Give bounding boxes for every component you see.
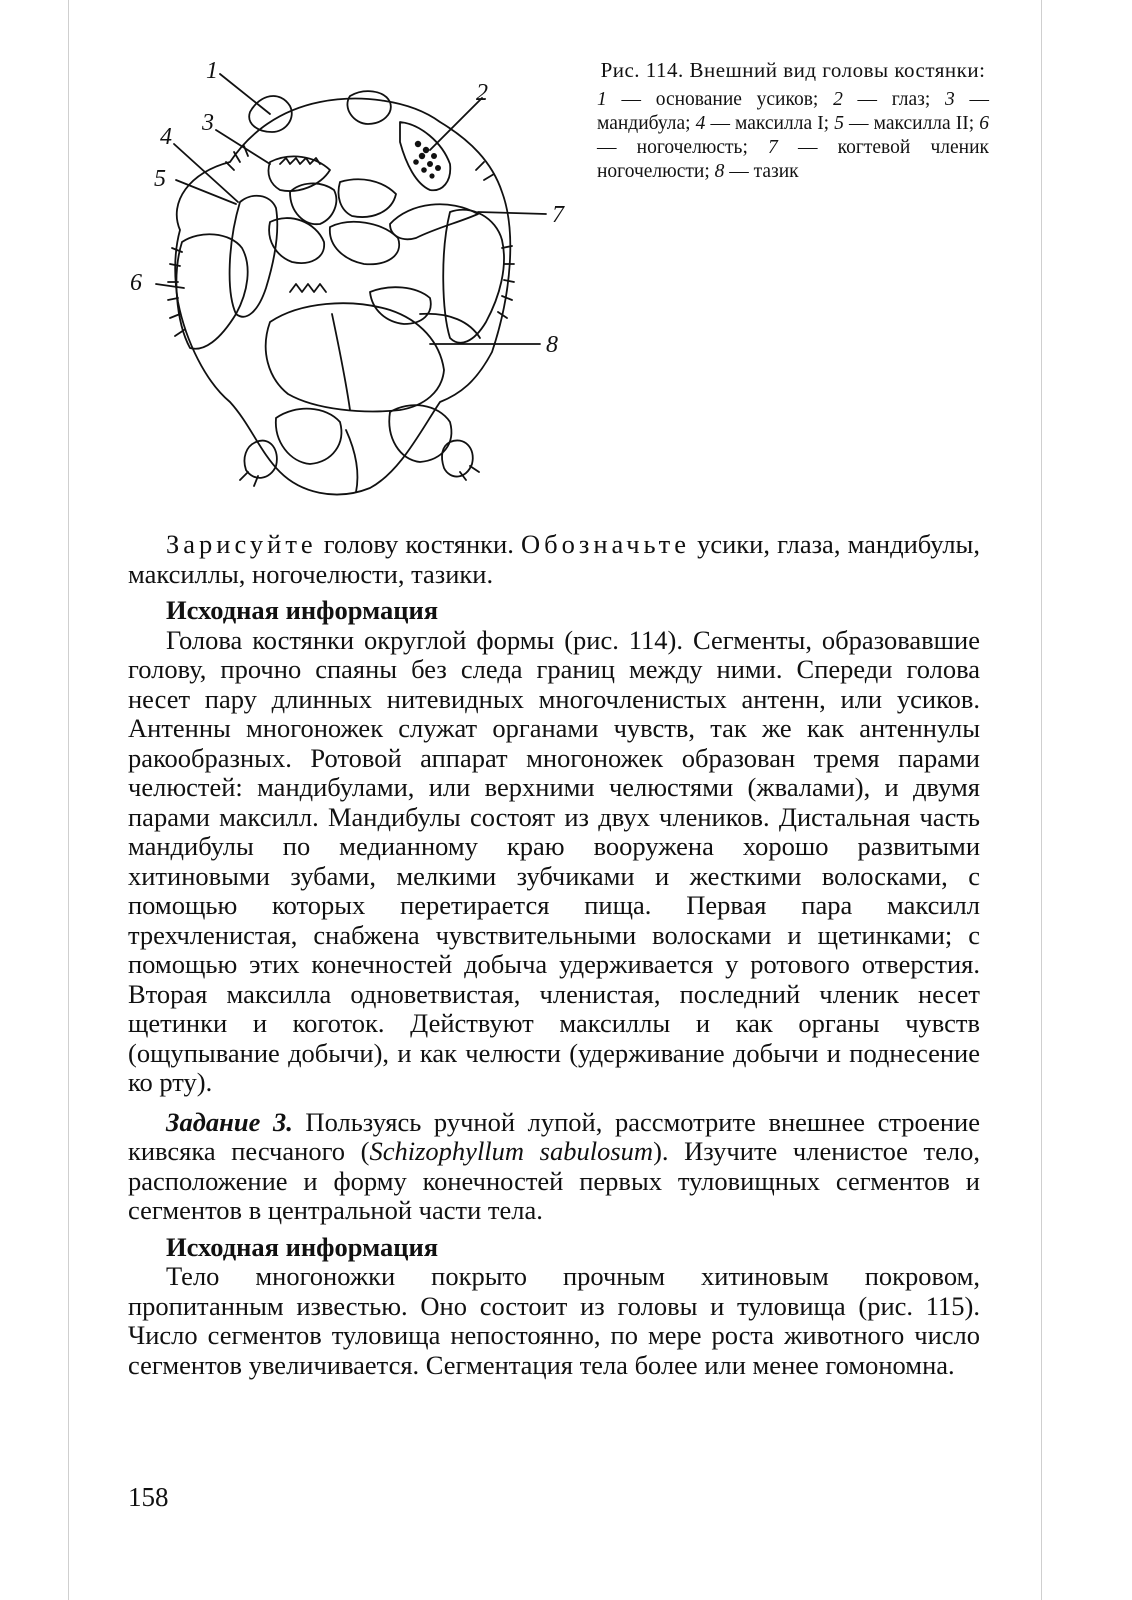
leader-1 — [220, 74, 270, 114]
leader-7 — [478, 212, 546, 214]
figure-114-head-drawing — [120, 52, 580, 502]
legend-text: — мандибула; — [597, 89, 990, 134]
legend-text: — тазик — [724, 161, 799, 182]
task-label: Задание 3. — [166, 1106, 293, 1137]
instruction-verb: Обозначьте — [520, 529, 690, 559]
legend-number: 4 — [695, 113, 706, 134]
figure-caption — [597, 58, 989, 184]
legend-number: 7 — [768, 137, 778, 158]
legend-text: — максилла I; — [705, 113, 835, 134]
legend-text: — когтевой членик ногочелюсти; — [597, 137, 989, 182]
instruction-text: усики, глаза, мандибулы, максиллы, ногочелюсти, тазики. — [128, 529, 980, 589]
figure-label: 3 — [202, 110, 214, 136]
instruction-text: голову костянки. — [316, 529, 521, 559]
main-text — [128, 530, 980, 1380]
page-number: 158 — [128, 1482, 169, 1512]
task-text: ). Изучите членистое тело, расположение и форму конечностей первых туловищных сегментов и сегментов в центральной части тела. — [128, 1136, 980, 1225]
caption-title: Рис. 114. Внешний вид головы костянки: — [600, 58, 986, 82]
figure-label: 2 — [476, 80, 488, 106]
legend-text: — глаз; — [842, 89, 946, 110]
instruction-verb: Зарисуйте — [166, 529, 317, 559]
leader-3 — [216, 130, 270, 164]
coxa — [266, 303, 444, 411]
task-paragraph — [128, 1108, 980, 1226]
legend-text: — ногочелюсть; — [597, 137, 769, 158]
legend-number: 6 — [979, 113, 990, 134]
figure-label: 4 — [160, 124, 172, 150]
caption-legend — [597, 88, 989, 184]
section-heading: Исходная информация — [166, 1231, 439, 1262]
figure-label: 5 — [154, 166, 166, 192]
legend-number: 5 — [834, 113, 844, 134]
legend-number: 3 — [945, 89, 955, 110]
forcipule-right — [443, 210, 504, 343]
centipede-head-illustration — [120, 52, 580, 502]
antenna-base-right — [347, 91, 390, 124]
figure-label: 8 — [546, 332, 558, 358]
task-text: Пользуясь ручной лупой, рассмотрите внешнее строение кивсяка песчаного ( — [128, 1106, 980, 1166]
info-paragraph: Голова костянки округлой формы (рис. 114). Сегменты, образовавшие голову, прочно спаяны без следа границ между ними. Спереди голова несет пару длинных нитевидных многочленистых антенн, или усиков. Антенны многоножек служат органами чувств, так же как антеннулы ракообразных. Ротовой аппарат многоножек образован тремя парами челюстей: мандибулами, или верхними челюстями (жвалами), и двумя парами максилл. Мандибулы состоят из двух члеников. Дистальная часть мандибулы по медианному краю вооружена хорошо развитыми хитиновыми зубами, мелкими зубчиками и жесткими волосками, с помощью которых перетирается пища. Первая пара максилл трехчленистая, снабжена чувствительными волосками и щетинками; с помощью этих конечностей добыча удерживается у ротового отверстия. Вторая максилла одноветвистая, членистая, последний членик несет щетинки и коготок. Действуют максиллы и как органы чувств (ощупывание добычи), и как челюсти (удерживание добычи и поднесение ко рту). — [128, 624, 980, 1097]
leader-2 — [430, 98, 482, 150]
info-paragraph: Тело многоножки покрыто прочным хитиновым покровом, пропитанным известью. Оно состоит из головы и туловища (рис. 115). Число сегментов туловища непостоянно, по мере роста животного число сегментов увеличивается. Сегментация тела более или менее гомономна. — [128, 1261, 980, 1380]
legend-text: — максилла II; — [843, 113, 980, 134]
legend-text: — основание усиков; — [606, 89, 834, 110]
legend-number: 2 — [833, 89, 843, 110]
section-heading: Исходная информация — [166, 595, 439, 625]
figure-label: 6 — [130, 270, 142, 296]
latin-species-name: Schizophyllum sabulosum — [369, 1136, 654, 1166]
figure-label: 1 — [206, 58, 218, 84]
leader-6 — [156, 284, 184, 288]
head-outline — [175, 99, 510, 495]
forcipule-left — [176, 234, 247, 348]
legend-number: 8 — [714, 161, 725, 182]
figure-label: 7 — [552, 202, 564, 228]
legend-number: 1 — [597, 89, 607, 110]
instruction-paragraph — [128, 530, 980, 589]
